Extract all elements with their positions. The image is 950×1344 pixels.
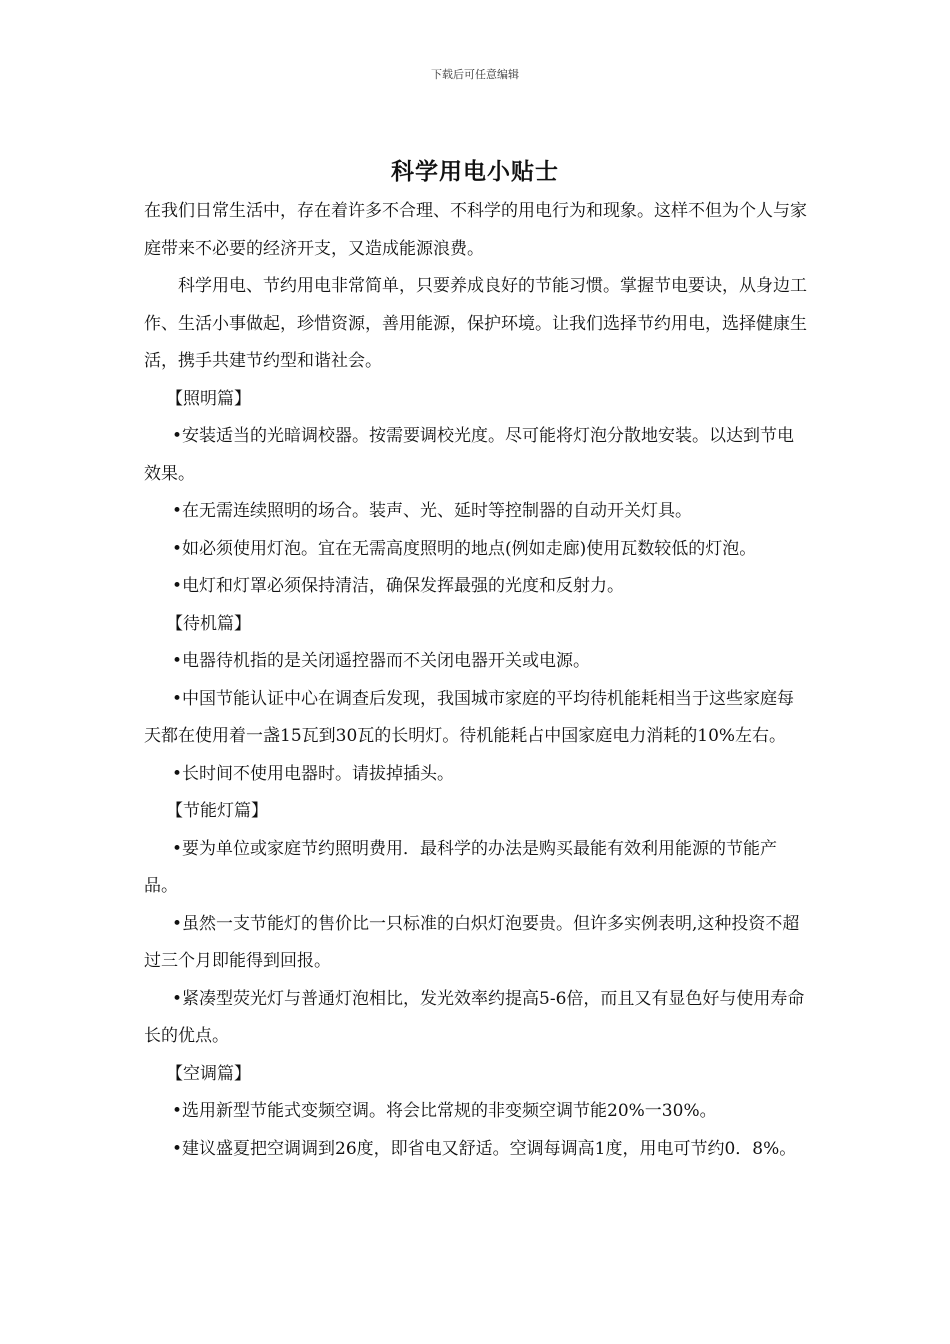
document-title: 科学用电小贴士: [391, 159, 559, 185]
bullet-item: •建议盛夏把空调调到26度，即省电又舒适。空调每调高1度，用电可节约0．8%。: [172, 1138, 797, 1159]
section-heading-air-conditioner: 【空调篇】: [166, 1063, 251, 1084]
header-note: 下载后可任意编辑: [431, 68, 519, 81]
bullet-item: •虽然一支节能灯的售价比一只标准的白炽灯泡要贵。但许多实例表明,这种投资不超过三个月即能得到回报。: [144, 913, 800, 971]
bullet-item: •要为单位或家庭节约照明费用．最科学的办法是购买最能有效利用能源的节能产品。: [144, 838, 778, 896]
bullet-item: •电灯和灯罩必须保持清洁，确保发挥最强的光度和反射力。: [172, 576, 625, 596]
section-heading-standby: 【待机篇】: [166, 613, 251, 634]
bullet-item: •选用新型节能式变频空调。将会比常规的非变频空调节能20%一30%。: [172, 1101, 717, 1121]
intro-paragraph-2: 科学用电、节约用电非常简单，只要养成良好的节能习惯。掌握节电要诀，从身边工作、生活小事做起，珍惜资源，善用能源，保护环境。让我们选择节约用电，选择健康生活，携手共建节约型和谐社会。: [144, 276, 807, 371]
bullet-item: •安装适当的光暗调校器。按需要调校光度。尽可能将灯泡分散地安装。以达到节电效果。: [144, 426, 795, 484]
bullet-item: •在无需连续照明的场合。装声、光、延时等控制器的自动开关灯具。: [172, 501, 693, 521]
bullet-item: •长时间不使用电器时。请拔掉插头。: [172, 763, 455, 784]
intro-paragraph: 在我们日常生活中，存在着许多不合理、不科学的用电行为和现象。这样不但为个人与家庭带来不必要的经济开支，又造成能源浪费。: [144, 201, 807, 259]
bullet-item: •紧凑型荧光灯与普通灯泡相比，发光效率约提高5-6倍，而且又有显色好与使用寿命长的优点。: [144, 988, 805, 1046]
document-body: [144, 193, 809, 1168]
bullet-item: •电器待机指的是关闭遥控器而不关闭电器开关或电源。: [172, 651, 591, 671]
bullet-item: •中国节能认证中心在调查后发现，我国城市家庭的平均待机能耗相当于这些家庭每天都在使用着一盏15瓦到30瓦的长明灯。待机能耗占中国家庭电力消耗的10%左右。: [144, 688, 795, 746]
section-heading-lighting: 【照明篇】: [166, 388, 251, 409]
section-heading-energy-saving-lamp: 【节能灯篇】: [166, 801, 268, 821]
bullet-item: •如必须使用灯泡。宜在无需高度照明的地点(例如走廊)使用瓦数较低的灯泡。: [172, 538, 757, 559]
